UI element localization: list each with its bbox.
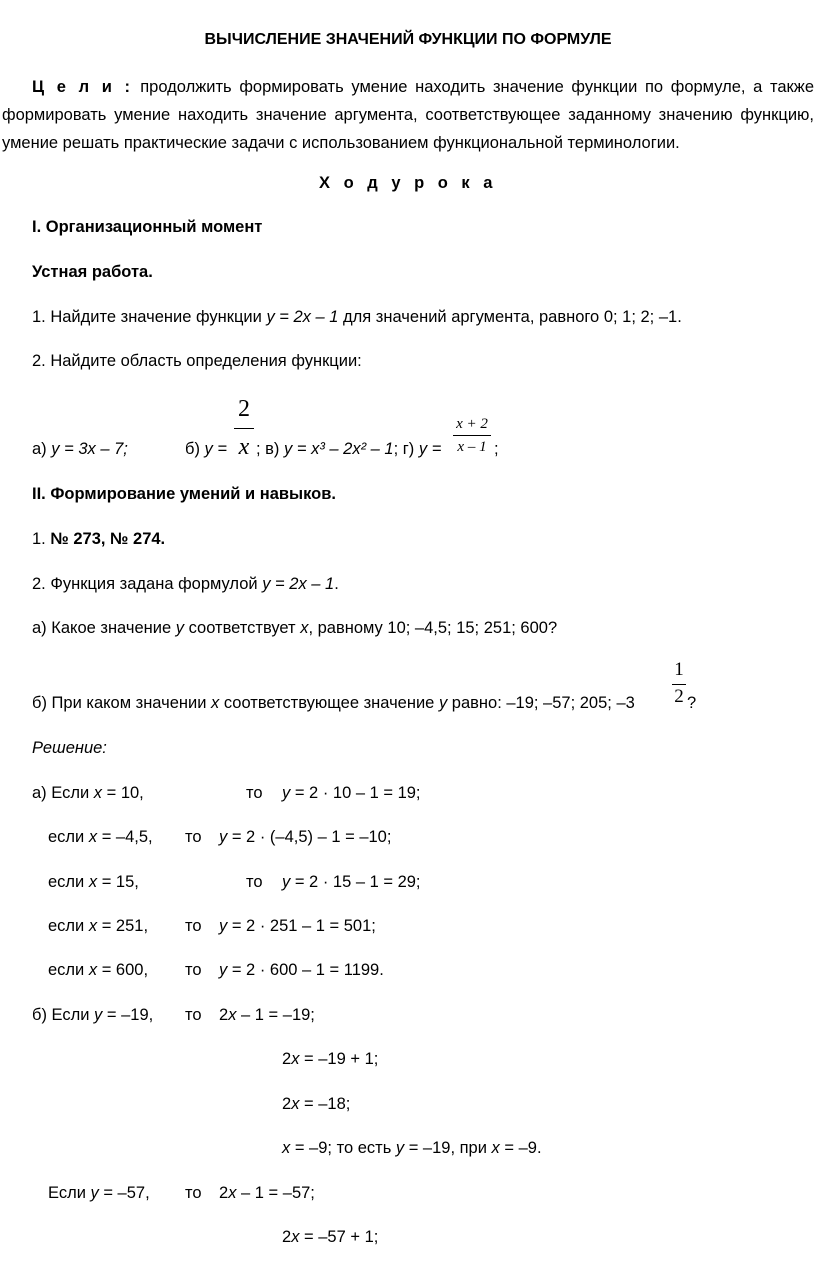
task-2-question-a: а) Какое значение y соответствует x, равному 10; –4,5; 15; 251; 600?	[32, 619, 558, 637]
solution-a-row-4-eq: y = 2 · 251 – 1 = 501;	[219, 917, 376, 935]
solution-a-row-5-cond: если x = 600,	[48, 961, 149, 979]
solution-a-row-4-to: то	[185, 917, 202, 935]
page-title: ВЫЧИСЛЕНИЕ ЗНАЧЕНИЙ ФУНКЦИИ ПО ФОРМУЛЕ	[204, 31, 612, 48]
fraction-g-numerator: x + 2	[456, 416, 488, 432]
fraction-b-bar	[234, 428, 254, 429]
solution-b-row-2-cond: Если y = –57,	[48, 1184, 150, 1202]
function-a: а) y = 3x – 7;	[32, 440, 128, 458]
lesson-course-heading: Х о д у р о к а	[319, 174, 497, 192]
task-2: 2. Функция задана формулой y = 2x – 1.	[32, 575, 339, 593]
section-organizational-heading: I. Организационный момент	[32, 218, 263, 236]
question-mark: ?	[687, 694, 697, 712]
function-g-end: ;	[494, 440, 499, 458]
solution-a-row-4-cond: если x = 251,	[48, 917, 149, 935]
solution-a-row-1-to: то	[246, 784, 263, 802]
solution-a-row-5-to: то	[185, 961, 202, 979]
solution-a-row-3-to: то	[246, 873, 263, 891]
solution-b-row-1-cond: б) Если y = –19,	[32, 1006, 154, 1024]
solution-b-step-4: x = –9; то есть y = –19, при x = –9.	[282, 1139, 542, 1157]
solution-b-row-2-eq: 2x – 1 = –57;	[219, 1184, 315, 1202]
function-b-label: б) y =	[185, 440, 228, 458]
solution-a-row-1-cond: а) Если x = 10,	[32, 784, 144, 802]
solution-b-step-6: 2x = –57 + 1;	[282, 1228, 379, 1246]
oral-question-1: 1. Найдите значение функции y = 2x – 1 для значений аргумента, равного 0; 1; 2; –1.	[32, 308, 682, 326]
solution-a-row-2-eq: y = 2 · (–4,5) – 1 = –10;	[219, 828, 392, 846]
solution-a-row-2-to: то	[185, 828, 202, 846]
solution-a-row-2-cond: если x = –4,5,	[48, 828, 153, 846]
formula-y-2x-1: y = 2x – 1	[266, 308, 339, 326]
task-2-question-b: б) При каком значении x соответствующее значение y равно: –19; –57; 205; –3	[32, 694, 635, 712]
fraction-g-bar	[453, 435, 491, 436]
goals-paragraph	[2, 73, 814, 157]
task-1: 1. № 273, № 274.	[32, 530, 166, 548]
half-denominator: 2	[674, 686, 684, 707]
oral-question-2: 2. Найдите область определения функции:	[32, 352, 362, 370]
solution-a-row-1-eq: y = 2 · 10 – 1 = 19;	[282, 784, 421, 802]
fraction-g-denominator: x – 1	[457, 439, 487, 455]
goals-label: Ц е л и :	[32, 78, 133, 96]
fraction-b-numerator: 2	[238, 396, 250, 422]
solution-a-row-5-eq: y = 2 · 600 – 1 = 1199.	[219, 961, 384, 979]
solution-a-row-3-eq: y = 2 · 15 – 1 = 29;	[282, 873, 421, 891]
functions-v-g: ; в) y = x³ – 2x² – 1; г) y =	[256, 440, 442, 458]
section-skills-heading: II. Формирование умений и навыков.	[32, 485, 336, 503]
oral-work-heading: Устная работа.	[32, 263, 153, 281]
fraction-b-denominator: x	[238, 434, 250, 460]
half-bar	[672, 684, 686, 685]
solution-b-step-2: 2x = –19 + 1;	[282, 1050, 379, 1068]
solution-b-row-1-eq: 2x – 1 = –19;	[219, 1006, 315, 1024]
solution-b-step-3: 2x = –18;	[282, 1095, 351, 1113]
goals-text: продолжить формировать умение находить значение функции по формуле, а также формировать умение находить значение аргумента, соответствующее заданному значению функцию, умение решать практические задачи с использованием функциональной терминологии.	[2, 78, 814, 152]
solution-b-row-2-to: то	[185, 1184, 202, 1202]
half-numerator: 1	[674, 659, 684, 680]
solution-heading: Решение:	[32, 739, 107, 757]
solution-b-row-1-to: то	[185, 1006, 202, 1024]
solution-a-row-3-cond: если x = 15,	[48, 873, 139, 891]
